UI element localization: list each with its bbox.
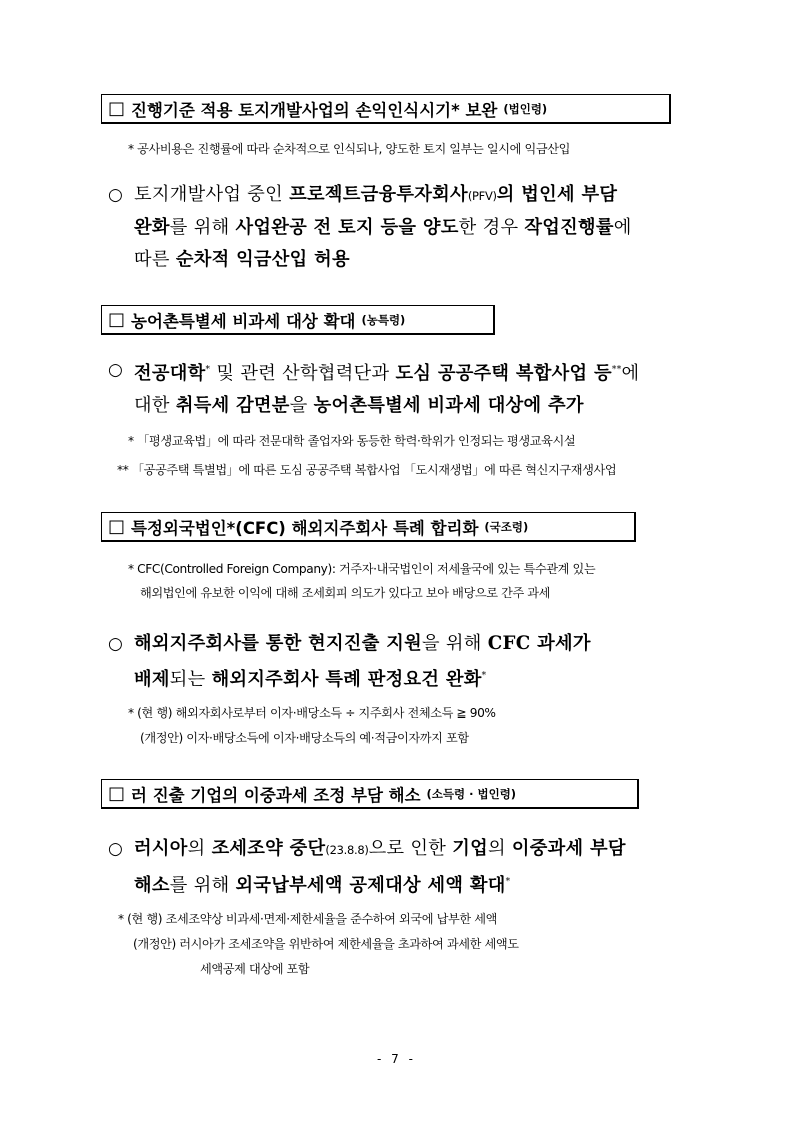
footnote: 세액공제 대상에 포함 xyxy=(200,962,310,976)
checkbox-square-icon: □ xyxy=(108,309,126,330)
checkbox-square-icon: □ xyxy=(108,516,126,537)
footnote: ** 「공공주택 특별법」에 따른 도심 공공주택 복합사업 「도시재생법」에 따른 혁신지구재생사업 xyxy=(117,463,617,477)
circle-bullet-icon: ○ xyxy=(108,360,124,380)
circle-bullet-icon: ○ xyxy=(108,839,124,859)
footnote: * (현 행) 해외자회사로부터 이자·배당소득 ÷ 지주회사 전체소득 ≧ 90% xyxy=(128,706,496,720)
footnote: * CFC(Controlled Foreign Company): 거주자·내국법인이 저세율국에 있는 특수관계 있는 xyxy=(128,562,596,576)
circle-bullet-icon: ○ xyxy=(108,185,124,205)
section-heading xyxy=(101,512,636,542)
bullet-item: ○ 토지개발사업 중인 프로젝트금융투자회사(PFV)의 법인세 부담 완화를 위해 사업완공 전 토지 등을 양도한 경우 작업진행률에 따른 순차적 익금산입 허용 xyxy=(108,179,708,276)
law-reference: (국조령) xyxy=(484,519,529,534)
law-reference: (농특령) xyxy=(361,312,406,327)
footnote: * (현 행) 조세조약상 비과세·면제·제한세율을 준수하여 외국에 납부한 세액 xyxy=(118,912,497,926)
section-heading xyxy=(101,779,639,809)
footnote: (개정안) 러시아가 조세조약을 위반하여 제한세율을 초과하여 과세한 세액도 xyxy=(133,937,519,951)
law-reference: (소득령 · 법인령) xyxy=(426,786,517,801)
page-number: - 7 - xyxy=(377,1052,416,1066)
checkbox-square-icon: □ xyxy=(108,783,126,804)
section-title: 러 진출 기업의 이중과세 조정 부담 해소 xyxy=(131,785,421,805)
footnote: (개정안) 이자·배당소득에 이자·배당소득의 예·적금이자까지 포함 xyxy=(140,731,469,745)
section-title: 진행기준 적용 토지개발사업의 손익인식시기* 보완 xyxy=(131,100,498,120)
section-title: 특정외국법인*(CFC) 해외지주회사 특례 합리화 xyxy=(131,518,479,538)
footnote: * 「평생교육법」에 따라 전문대학 졸업자와 동등한 학력·학위가 인정되는 평생교육시설 xyxy=(128,434,576,448)
footnote: 해외법인에 유보한 이익에 대해 조세회피 의도가 있다고 보아 배당으로 간주 과세 xyxy=(140,586,551,600)
checkbox-square-icon: □ xyxy=(108,98,126,119)
bullet-item: ○ 해외지주회사를 통한 현지진출 지원을 위해 CFC 과세가 배제되는 해외지주회사 특례 판정요건 완화* xyxy=(108,628,708,696)
footnote: * 공사비용은 진행률에 따라 순차적으로 인식되나, 양도한 토지 일부는 일시에 익금산입 xyxy=(128,142,570,156)
section-heading xyxy=(101,305,495,335)
section-heading xyxy=(101,94,671,124)
section-title: 농어촌특별세 비과세 대상 확대 xyxy=(131,311,356,331)
bullet-item: ○ 러시아의 조세조약 중단(23.8.8)으로 인한 기업의 이중과세 부담 해소를 위해 외국납부세액 공제대상 세액 확대* xyxy=(108,833,708,902)
law-reference: (법인령) xyxy=(503,101,548,116)
circle-bullet-icon: ○ xyxy=(108,634,124,654)
bullet-item: ○ 전공대학* 및 관련 산학협력단과 도심 공공주택 복합사업 등**에 대한 취득세 감면분을 농어촌특별세 비과세 대상에 추가 xyxy=(108,354,708,422)
